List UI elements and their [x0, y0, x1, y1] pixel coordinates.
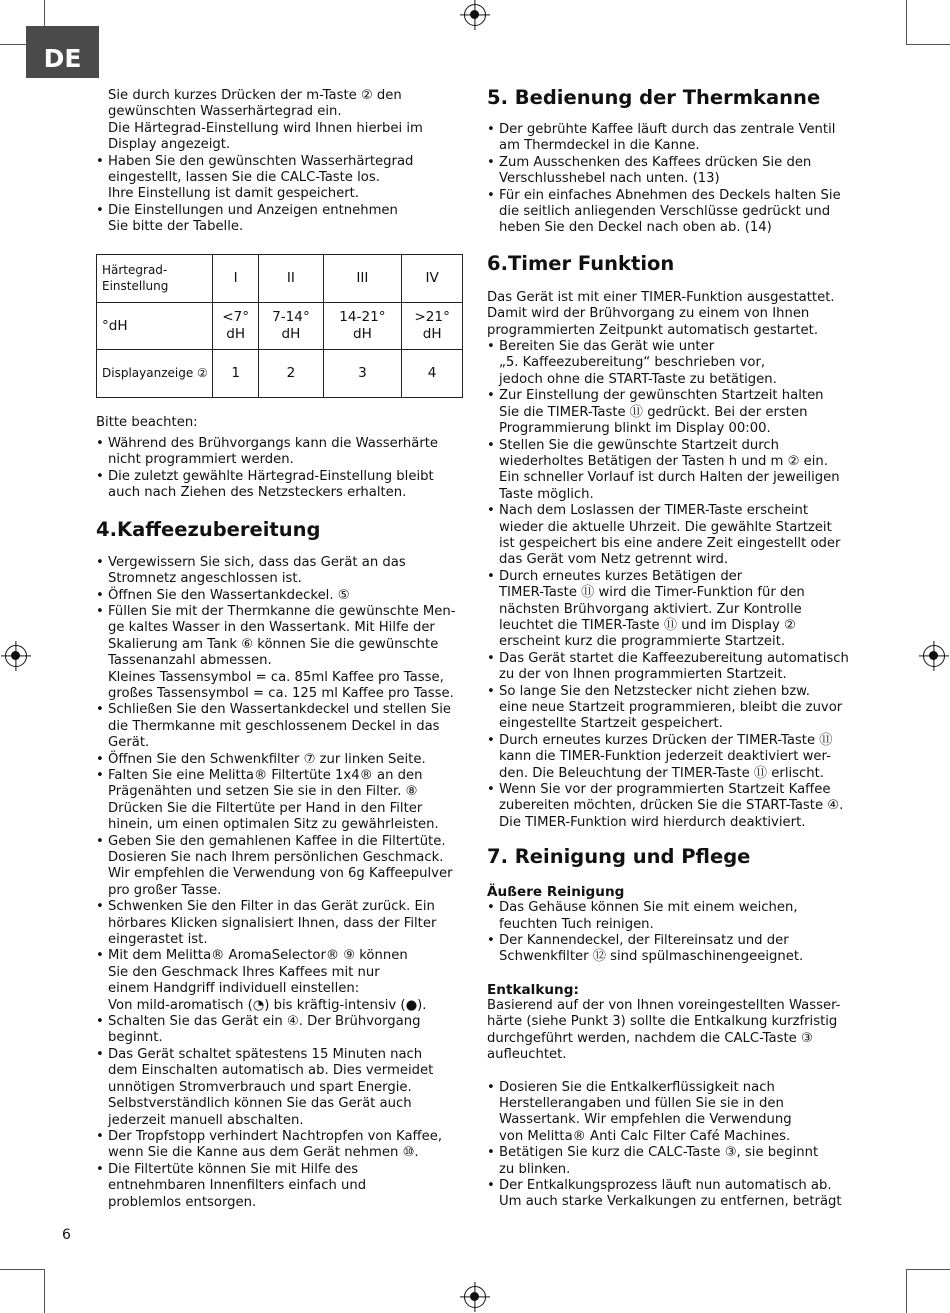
section-7-title: 7. Reinigung und Pflege: [487, 845, 751, 869]
bullet-item: • Betätigen Sie kurz die CALC-Taste ③, sie beginnt zu blinken.: [487, 1145, 862, 1178]
section-6-title: 6.Timer Funktion: [487, 251, 675, 275]
bullet-item: • Der Entkalkungsprozess läuft nun automatisch ab. Um auch starke Verkalkungen zu entfernen, beträgt: [487, 1178, 862, 1211]
bullet-item: • Wenn Sie vor der programmierten Startzeit Kaffee zubereiten möchten, drücken Sie die START-Taste ④. Die TIMER-Funktion wird hierdurch deaktiviert.: [487, 782, 862, 831]
table-cell: IV: [402, 254, 463, 302]
language-tab: DE: [26, 26, 99, 78]
section-6-bullets: [487, 339, 862, 831]
table-cell: I: [213, 254, 259, 302]
crop-mark: [906, 44, 950, 45]
bullet-item: • Durch erneutes kurzes Drücken der TIMER-Taste ⑪ kann die TIMER-Funktion jederzeit deaktiviert wer- den. Die Beleuchtung der TIMER-Taste ⑪ erlischt.: [487, 733, 862, 782]
bullet-item: • Dosieren Sie die Entkalkerflüssigkeit nach Herstellerangaben und füllen Sie sie in den Wassertank. Wir empfehlen die Verwendung von Melitta® Anti Calc Filter Café Machines.: [487, 1080, 862, 1146]
bullet-item: • Öffnen Sie den Wassertankdeckel. ⑤: [96, 588, 471, 604]
bullet-item: • Öffnen Sie den Schwenkfilter ⑦ zur linken Seite.: [96, 752, 471, 768]
table-cell: II: [259, 254, 323, 302]
bullet-item: • Die zuletzt gewählte Härtegrad-Einstellung bleibt auch nach Ziehen des Netzsteckers erhalten.: [96, 469, 471, 502]
bullet-item: • Bereiten Sie das Gerät wie unter „5. Kaffeezubereitung“ beschrieben vor, jedoch ohne die START-Taste zu betätigen.: [487, 339, 862, 388]
bullet-item: • Während des Brühvorgangs kann die Wasserhärte nicht programmiert werden.: [96, 436, 471, 469]
bullet-item: • Schalten Sie das Gerät ein ④. Der Brühvorgang beginnt.: [96, 1014, 471, 1047]
table-cell: III: [323, 254, 402, 302]
descaling-title: Entkalkung:: [487, 981, 579, 998]
bullet-item: • Mit dem Melitta® AromaSelector® ⑨ können Sie den Geschmack Ihres Kaffees mit nur einem Handgriff individuell einstellen: Von mild-aromatisch (◔) bis kräftig-intensiv (●).: [96, 948, 471, 1014]
table-cell: 1: [213, 349, 259, 397]
section-4-bullets: [96, 555, 471, 1211]
outer-cleaning-bullets: [487, 900, 862, 966]
registration-mark-icon: [464, 1286, 486, 1308]
intro-bullets: [96, 154, 471, 236]
crop-mark: [906, 1269, 950, 1270]
crop-mark: [44, 1269, 45, 1313]
right-column: [487, 86, 862, 1211]
descaling-bullets: [487, 1080, 862, 1211]
table-cell: >21° dH: [402, 302, 463, 349]
bullet-item: • Geben Sie den gemahlenen Kaffee in die Filtertüte. Dosieren Sie nach Ihrem persönlichen Geschmack. Wir empfehlen die Verwendung von 6g Kaffeepulver pro großer Tasse.: [96, 834, 471, 900]
note-bullets: [96, 436, 471, 502]
bullet-item: • Nach dem Loslassen der TIMER-Taste erscheint wieder die aktuelle Uhrzeit. Die gewählte Startzeit ist gespeichert bis eine andere Zeit eingestellt oder das Gerät vom Netz getrennt wird.: [487, 503, 862, 569]
bullet-item: • Die Filtertüte können Sie mit Hilfe des entnehmbaren Innenfilters einfach und problemlos entsorgen.: [96, 1162, 471, 1211]
bullet-item: • Haben Sie den gewünschten Wasserhärtegrad eingestellt, lassen Sie die CALC-Taste los. Ihre Einstellung ist damit gespeichert.: [96, 154, 471, 203]
bullet-item: • Schließen Sie den Wassertankdeckel und stellen Sie die Thermkanne mit geschlossenem Deckel in das Gerät.: [96, 702, 471, 751]
crop-mark: [0, 1269, 44, 1270]
table-cell: 4: [402, 349, 463, 397]
bullet-item: • Vergewissern Sie sich, dass das Gerät an das Stromnetz angeschlossen ist.: [96, 555, 471, 588]
bullet-item: • Zum Ausschenken des Kaffees drücken Sie den Verschlusshebel nach unten. (13): [487, 155, 862, 188]
registration-mark-icon: [923, 645, 945, 667]
section-4-title: 4.Kaffeezubereitung: [96, 517, 321, 541]
registration-mark-icon: [5, 645, 27, 667]
bullet-item: • Füllen Sie mit der Thermkanne die gewünschte Men- ge kaltes Wasser in den Wassertank. Mit Hilfe der Skalierung am Tank ⑥ können Sie die gewünschte Tassenanzahl abmessen. Kleines Tassensymbol = ca. 85ml Kaffee pro Tasse, großes Tassensymbol = ca. 125 ml Kaffee pro Tasse.: [96, 604, 471, 702]
left-column: [96, 88, 471, 1211]
bullet-item: • Das Gehäuse können Sie mit einem weichen, feuchten Tuch reinigen.: [487, 900, 862, 933]
table-cell: °dH: [97, 302, 213, 349]
table-cell: 14-21° dH: [323, 302, 402, 349]
bullet-item: • So lange Sie den Netzstecker nicht ziehen bzw. eine neue Startzeit programmieren, bleibt die zuvor eingestellte Startzeit gespeichert.: [487, 684, 862, 733]
bullet-item: • Die Einstellungen und Anzeigen entnehmen Sie bitte der Tabelle.: [96, 203, 471, 236]
bullet-item: • Das Gerät schaltet spätestens 15 Minuten nach dem Einschalten automatisch ab. Dies vermeidet unnötigen Stromverbrauch und spart Energie. Selbstverständlich können Sie das Gerät auch jederzeit manuell abschalten.: [96, 1047, 471, 1129]
hardness-table: [96, 254, 463, 398]
intro-continuation: Sie durch kurzes Drücken der m-Taste ② den gewünschten Wasserhärtegrad ein. Die Härtegrad-Einstellung wird Ihnen hierbei im Display angezeigt.: [108, 88, 423, 153]
table-cell: 3: [323, 349, 402, 397]
table-cell: 2: [259, 349, 323, 397]
bullet-item: • Das Gerät startet die Kaffeezubereitung automatisch zu der von Ihnen programmierten Startzeit.: [487, 651, 862, 684]
section-5-title: 5. Bedienung der Thermkanne: [487, 86, 821, 109]
table-cell: Displayanzeige ②: [97, 349, 213, 397]
bullet-item: • Der Tropfstopp verhindert Nachtropfen von Kaffee, wenn Sie die Kanne aus dem Gerät nehmen ⑩.: [96, 1129, 471, 1162]
note-title: Bitte beachten:: [96, 414, 198, 430]
bullet-item: • Zur Einstellung der gewünschten Startzeit halten Sie die TIMER-Taste ⑪ gedrückt. Bei der ersten Programmierung blinkt im Display 00:00.: [487, 388, 862, 437]
page-number: 6: [62, 1227, 71, 1243]
bullet-item: • Schwenken Sie den Filter in das Gerät zurück. Ein hörbares Klicken signalisiert Ihnen, dass der Filter eingerastet ist.: [96, 899, 471, 948]
section-5-bullets: [487, 122, 862, 237]
crop-mark: [906, 0, 907, 44]
crop-mark: [906, 1269, 907, 1313]
bullet-item: • Durch erneutes kurzes Betätigen der TIMER-Taste ⑪ wird die Timer-Funktion für den nächsten Brühvorgang aktiviert. Zur Kontrolle leuchtet die TIMER-Taste ⑪ und im Display ② erscheint kurz die programmierte Startzeit.: [487, 569, 862, 651]
descaling-intro: Basierend auf der von Ihnen voreingestellten Wasser- härte (siehe Punkt 3) sollte die Entkalkung kurzfristig durchgeführt werden, nachdem die CALC-Taste ③ aufleuchtet.: [487, 997, 841, 1063]
registration-mark-icon: [464, 4, 486, 26]
section-6-intro: Das Gerät ist mit einer TIMER-Funktion ausgestattet. Damit wird der Brühvorgang zu einem von Ihnen programmierten Zeitpunkt automatisch gestartet.: [487, 289, 835, 338]
bullet-item: • Der Kannendeckel, der Filtereinsatz und der Schwenkfilter ⑫ sind spülmaschinengeeignet.: [487, 933, 862, 966]
bullet-item: • Stellen Sie die gewünschte Startzeit durch wiederholtes Betätigen der Tasten h und m ② ein. Ein schneller Vorlauf ist durch Halten der jeweiligen Taste möglich.: [487, 438, 862, 504]
bullet-item: • Der gebrühte Kaffee läuft durch das zentrale Ventil am Thermdeckel in die Kanne.: [487, 122, 862, 155]
table-cell: 7-14° dH: [259, 302, 323, 349]
bullet-item: • Falten Sie eine Melitta® Filtertüte 1x4® an den Prägenähten und setzen Sie sie in den Filter. ⑧ Drücken Sie die Filtertüte per Hand in den Filter hinein, um einen optimalen Sitz zu gewährleisten.: [96, 768, 471, 834]
bullet-item: • Für ein einfaches Abnehmen des Deckels halten Sie die seitlich anliegenden Verschlüsse gedrückt und heben Sie den Deckel nach oben ab. (14): [487, 188, 862, 237]
outer-cleaning-title: Äußere Reinigung: [487, 884, 625, 901]
table-cell: Härtegrad- Einstellung: [97, 254, 213, 302]
table-cell: <7° dH: [213, 302, 259, 349]
